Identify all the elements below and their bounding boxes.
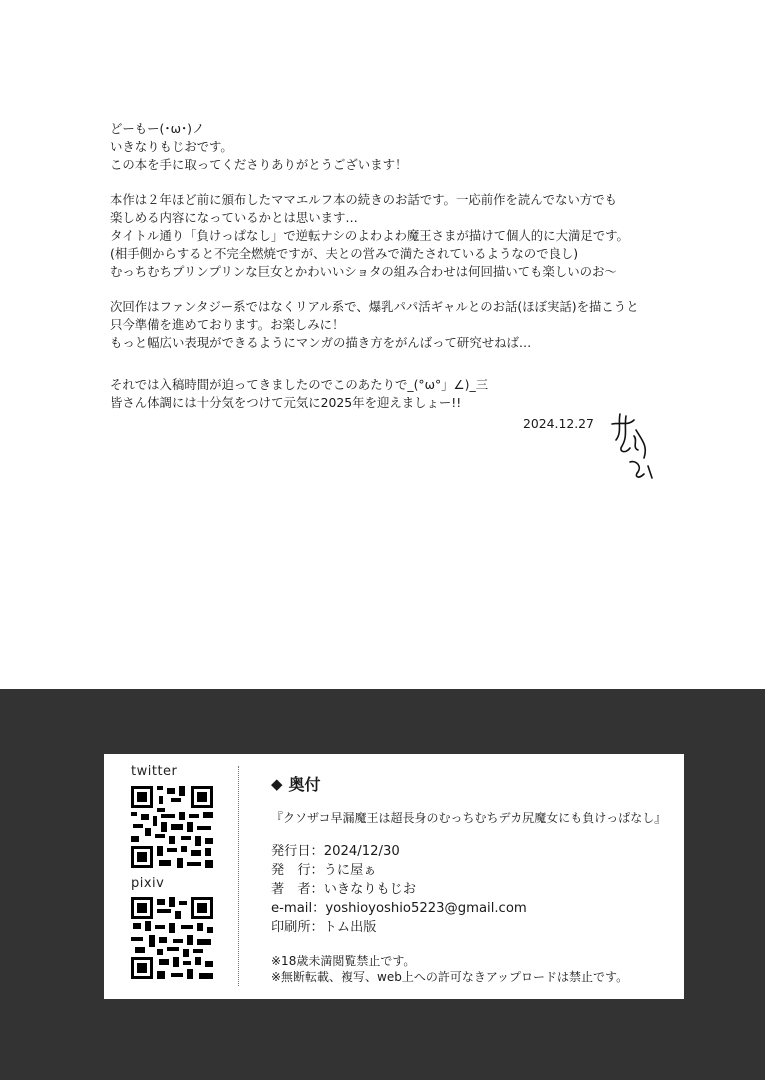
letter-line: もっと幅広い表現ができるようにマンガの描き方をがんばって研究せねば… — [110, 334, 532, 350]
letter-spacer — [110, 173, 690, 191]
colophon-divider — [238, 766, 239, 986]
row-label: 著 者： — [271, 882, 324, 897]
email-row — [271, 899, 676, 918]
row-value: うに屋ぁ — [323, 863, 377, 878]
colophon-heading — [271, 772, 676, 795]
colophon-info — [271, 772, 676, 985]
row-value: 2024/12/30 — [323, 844, 400, 859]
letter-line: いきなりもじおです。 — [110, 138, 233, 154]
row-label: 印刷所： — [271, 920, 324, 935]
author-row — [271, 880, 676, 899]
letter-date: 2024.12.27 — [523, 416, 594, 431]
letter-line: 次回作はファンタジー系ではなくリアル系で、爆乳パパ活ギャルとのお話(ほぼ実話)を描こうと — [110, 299, 639, 315]
letter-line: タイトル通り「負けっぱなし」で逆転ナシのよわよわ魔王さまが描けて個人的に大満足です。 — [110, 227, 629, 243]
email-link[interactable]: yoshioyoshio5223@gmail.com — [325, 901, 527, 916]
letter-spacer — [110, 352, 690, 376]
pixiv-label: pixiv — [131, 876, 165, 891]
copyright-note: ※無断転載、複写、web上への許可なきアップロードは禁止です。 — [271, 970, 629, 984]
letter-line: 本作は２年ほど前に頒布したママエルフ本の続きのお話です。一応前作を読んでない方でも — [110, 192, 618, 208]
notes — [271, 953, 676, 985]
afterword-text — [110, 120, 690, 411]
letter-line: 只今準備を進めております。お楽しみに！ — [110, 317, 345, 333]
letter-line: どーもー(･ω･)ノ — [110, 121, 205, 136]
letter-line: 楽しめる内容になっているかとは思います… — [110, 210, 358, 226]
colophon-box — [104, 754, 684, 999]
letter-line: (相手側からすると不完全燃焼ですが、夫との営みで満たされているようなので良し) — [110, 245, 579, 261]
letter-line: この本を手に取ってくださりありがとうございます！ — [110, 156, 408, 172]
row-label: e-mail： — [271, 901, 326, 916]
colophon-heading-text: 奥付 — [288, 775, 321, 794]
publish-date-row — [271, 842, 676, 861]
letter-line: それでは入稿時間が迫ってきましたのでこのあたりで_(°ω°」∠)_三 — [110, 376, 489, 392]
row-label: 発 行： — [271, 863, 324, 878]
book-title: 『クソザコ早漏魔王は超長身のむっちむちデカ尻魔女にも負けっぱなし』 — [271, 811, 667, 825]
letter-spacer — [110, 280, 690, 298]
letter-line: むっちむちプリンプリンな巨女とかわいいショタの組み合わせは何回描いても楽しいのお〜 — [110, 263, 617, 279]
age-restriction-note: ※18歳未満閲覧禁止です。 — [271, 954, 416, 968]
row-value: いきなりもじお — [323, 882, 417, 897]
pixiv-qr-code[interactable] — [131, 897, 213, 979]
diamond-icon: ◆ — [271, 774, 283, 793]
publisher-row — [271, 861, 676, 880]
twitter-label: twitter — [131, 764, 178, 779]
twitter-qr-code[interactable] — [131, 786, 213, 868]
letter-line: 皆さん体調には十分気をつけて元気に2025年を迎えましょー!! — [110, 394, 462, 410]
printer-row — [271, 918, 676, 937]
handwritten-signature — [608, 410, 658, 482]
row-label: 発行日： — [271, 844, 324, 859]
row-value: トム出版 — [323, 920, 377, 935]
